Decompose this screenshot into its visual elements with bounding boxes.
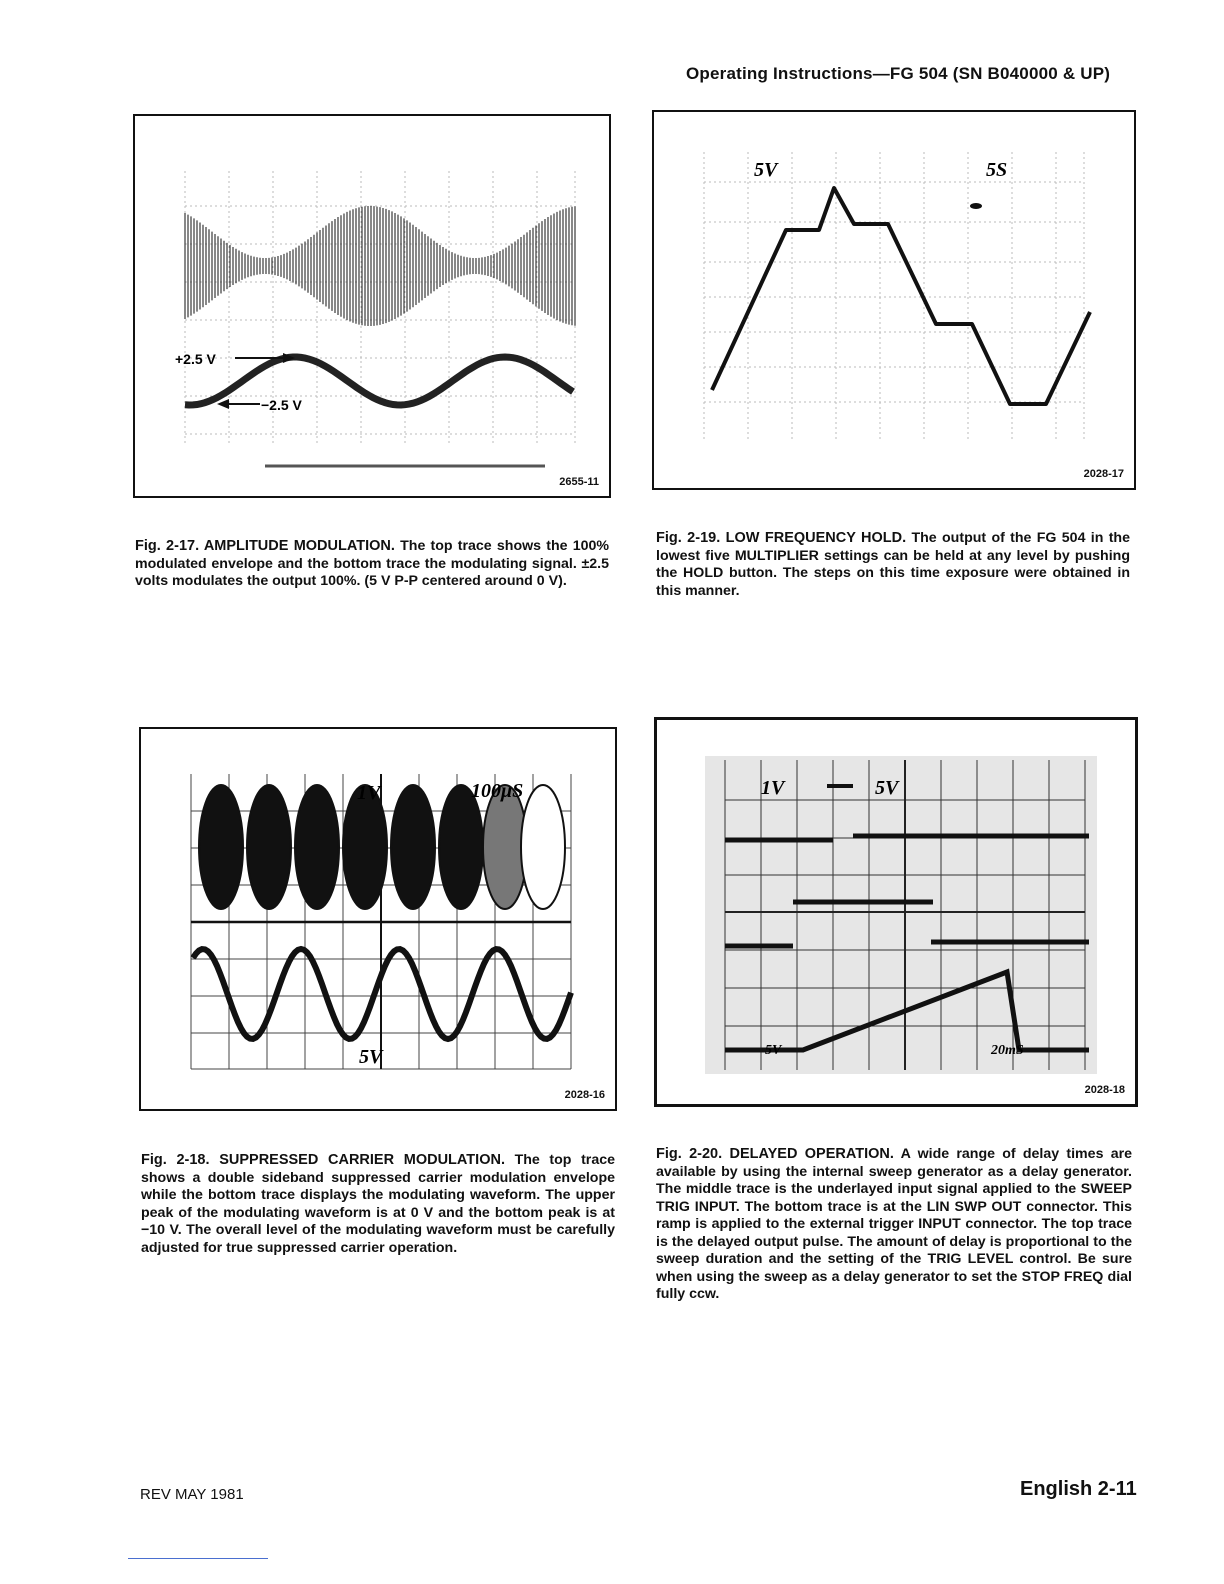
label-100us: 100μS — [471, 780, 524, 802]
figure-2-18-photo — [139, 727, 617, 1111]
label-5v-bottom: 5V — [359, 1046, 383, 1068]
caption-body: The top trace shows the 100% modulated envelope and the bottom trace the modulating signal. ±2.5 volts modulates the output 100%. (5 V P-P centered around 0 V). — [135, 538, 609, 589]
modulating-sine — [185, 357, 573, 405]
caption-lead: Fig. 2-17. AMPLITUDE MODULATION. — [135, 538, 395, 554]
label-1v: 1V — [761, 777, 785, 799]
label-1v: 1V — [357, 782, 381, 804]
caption-lead: Fig. 2-19. LOW FREQUENCY HOLD. — [656, 530, 907, 546]
label-5v-bottom: 5V — [765, 1043, 782, 1058]
page-header: Operating Instructions—FG 504 (SN B040000 & UP) — [686, 64, 1111, 83]
figure-number: 2028-16 — [564, 1089, 605, 1101]
am-envelope-top — [185, 206, 575, 326]
dsb-lobe — [247, 785, 291, 909]
revision-date: REV MAY 1981 — [140, 1486, 244, 1503]
caption-lead: Fig. 2-20. DELAYED OPERATION. — [656, 1146, 894, 1162]
delay-scope-trace — [657, 720, 1135, 1104]
caption-body: The top trace shows a double sideband suppressed carrier modulation envelope while the bottom trace displays the modulating waveform. The upper peak of the modulating waveform is at 0 V and the bottom peak is at −10 V. The overall level of the modulating waveform must be carefully adjusted for true suppressed carrier operation. — [141, 1152, 615, 1256]
figure-2-19-photo — [652, 110, 1136, 490]
label-5s: 5S — [986, 159, 1008, 181]
figure-number: 2028-18 — [1084, 1084, 1125, 1096]
dsb-lobe — [521, 785, 565, 909]
label-5v-top: 5V — [875, 777, 899, 799]
caption-body: The output of the FG 504 in the lowest five MULTIPLIER settings can be held at any level by pushing the HOLD button. The steps on this time exposure were obtained in this manner. — [656, 530, 1130, 599]
footer-rule — [128, 1558, 268, 1559]
caption-fig-2-20 — [656, 1146, 1132, 1304]
graticule — [704, 152, 1084, 442]
dsb-scope-trace — [141, 729, 615, 1109]
dsb-lobe — [199, 785, 243, 909]
caption-fig-2-19 — [656, 530, 1130, 600]
label-minus-2-5v: −2.5 V — [261, 397, 302, 413]
hold-scope-trace — [654, 112, 1134, 488]
figure-2-20-photo — [654, 717, 1138, 1107]
dsb-lobe — [439, 785, 483, 909]
dsb-lobe — [391, 785, 435, 909]
label-5v: 5V — [754, 159, 778, 181]
caption-fig-2-17 — [135, 538, 609, 591]
dsb-lobe — [295, 785, 339, 909]
caption-body: A wide range of delay times are available by using the internal sweep generator as a delay generator. The middle trace is the underlayed input signal applied to the SWEEP TRIG INPUT. The bottom trace is at the LIN SWP OUT connector. This ramp is applied to the external trigger INPUT connector. The top trace is the delayed output pulse. The amount of delay is proportional to the sweep duration and the setting of the TRIG LEVEL control. Be sure when using the sweep as a delay generator to set the STOP FREQ dial fully ccw. — [656, 1146, 1132, 1302]
am-scope-trace — [135, 116, 609, 496]
figure-2-17-photo — [133, 114, 611, 498]
ramp-with-hold-steps — [712, 188, 1090, 404]
label-20ms: 20mS — [991, 1043, 1024, 1058]
caption-lead: Fig. 2-18. SUPPRESSED CARRIER MODULATION. — [141, 1152, 505, 1168]
figure-number: 2655-11 — [559, 476, 599, 488]
figure-number: 2028-17 — [1083, 468, 1124, 480]
page-number: English 2-11 — [1020, 1478, 1137, 1500]
caption-fig-2-18 — [141, 1152, 615, 1257]
label-plus-2-5v: +2.5 V — [175, 351, 216, 367]
